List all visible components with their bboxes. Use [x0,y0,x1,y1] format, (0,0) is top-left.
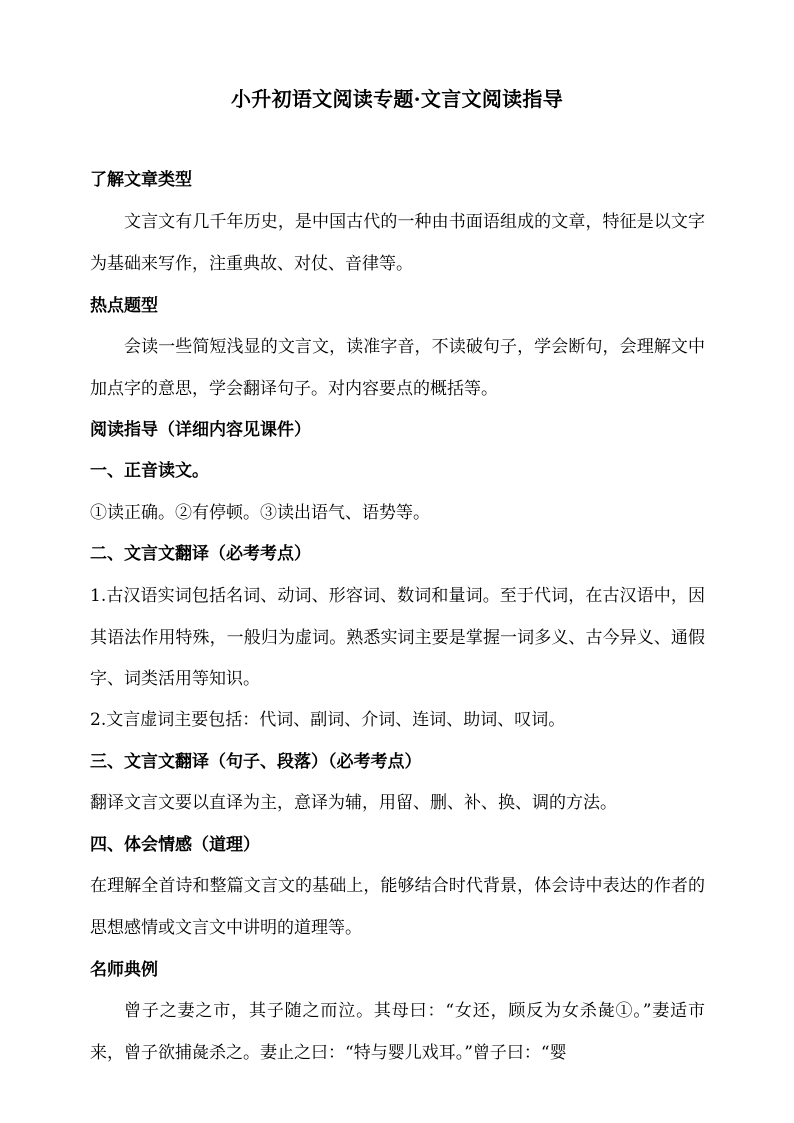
paragraph-article-type: 文言文有几千年历史，是中国古代的一种由书面语组成的文章，特征是以文字为基础来写作，注重典故、对仗、音律等。 [90,212,705,274]
section-heading-article-type: 了解文章类型 [90,170,192,190]
paragraph-hot-topics: 会读一些简短浅显的文言文，读准字音，不读破句子，学会断句，会理解文中加点字的意思，学会翻译句子。对内容要点的概括等。 [90,337,705,399]
paragraph-translation-method: 翻译文言文要以直译为主，意译为辅，用留、删、补、换、调的方法。 [90,793,617,813]
paragraph-emotion: 在理解全首诗和整篇文言文的基础上，能够结合时代背景，体会诗中表达的作者的思想感情或文言文中讲明的道理等。 [90,876,705,938]
section-heading-pronunciation: 一、正音读文。 [90,461,209,481]
paragraph-content-words: 1.古汉语实词包括名词、动词、形容词、数词和量词。至于代词，在古汉语中，因其语法作用特殊，一般归为虚词。熟悉实词主要是掌握一词多义、古今异义、通假字、词类活用等知识。 [90,586,705,689]
paragraph-example: 曾子之妻之市，其子随之而泣。其母曰：“女还，顾反为女杀彘①。”妻适市来，曾子欲捕彘杀之。妻止之曰：“特与婴儿戏耳。”曾子曰：“婴 [90,1001,705,1063]
section-heading-reading-guide: 阅读指导（详细内容见课件） [90,420,311,440]
section-heading-sentence-translation: 三、文言文翻译（句子、段落）（必考考点） [90,752,422,772]
section-heading-emotion: 四、体会情感（道理） [90,835,260,855]
section-heading-hot-topics: 热点题型 [90,296,158,316]
section-heading-example: 名师典例 [90,960,158,980]
paragraph-function-words: 2.文言虚词主要包括：代词、副词、介词、连词、助词、叹词。 [90,710,566,730]
paragraph-pronunciation: ①读正确。②有停顿。③读出语气、语势等。 [90,503,430,523]
page-title: 小升初语文阅读专题·文言文阅读指导 [230,87,564,111]
section-heading-translation: 二、文言文翻译（必考考点） [90,544,311,564]
